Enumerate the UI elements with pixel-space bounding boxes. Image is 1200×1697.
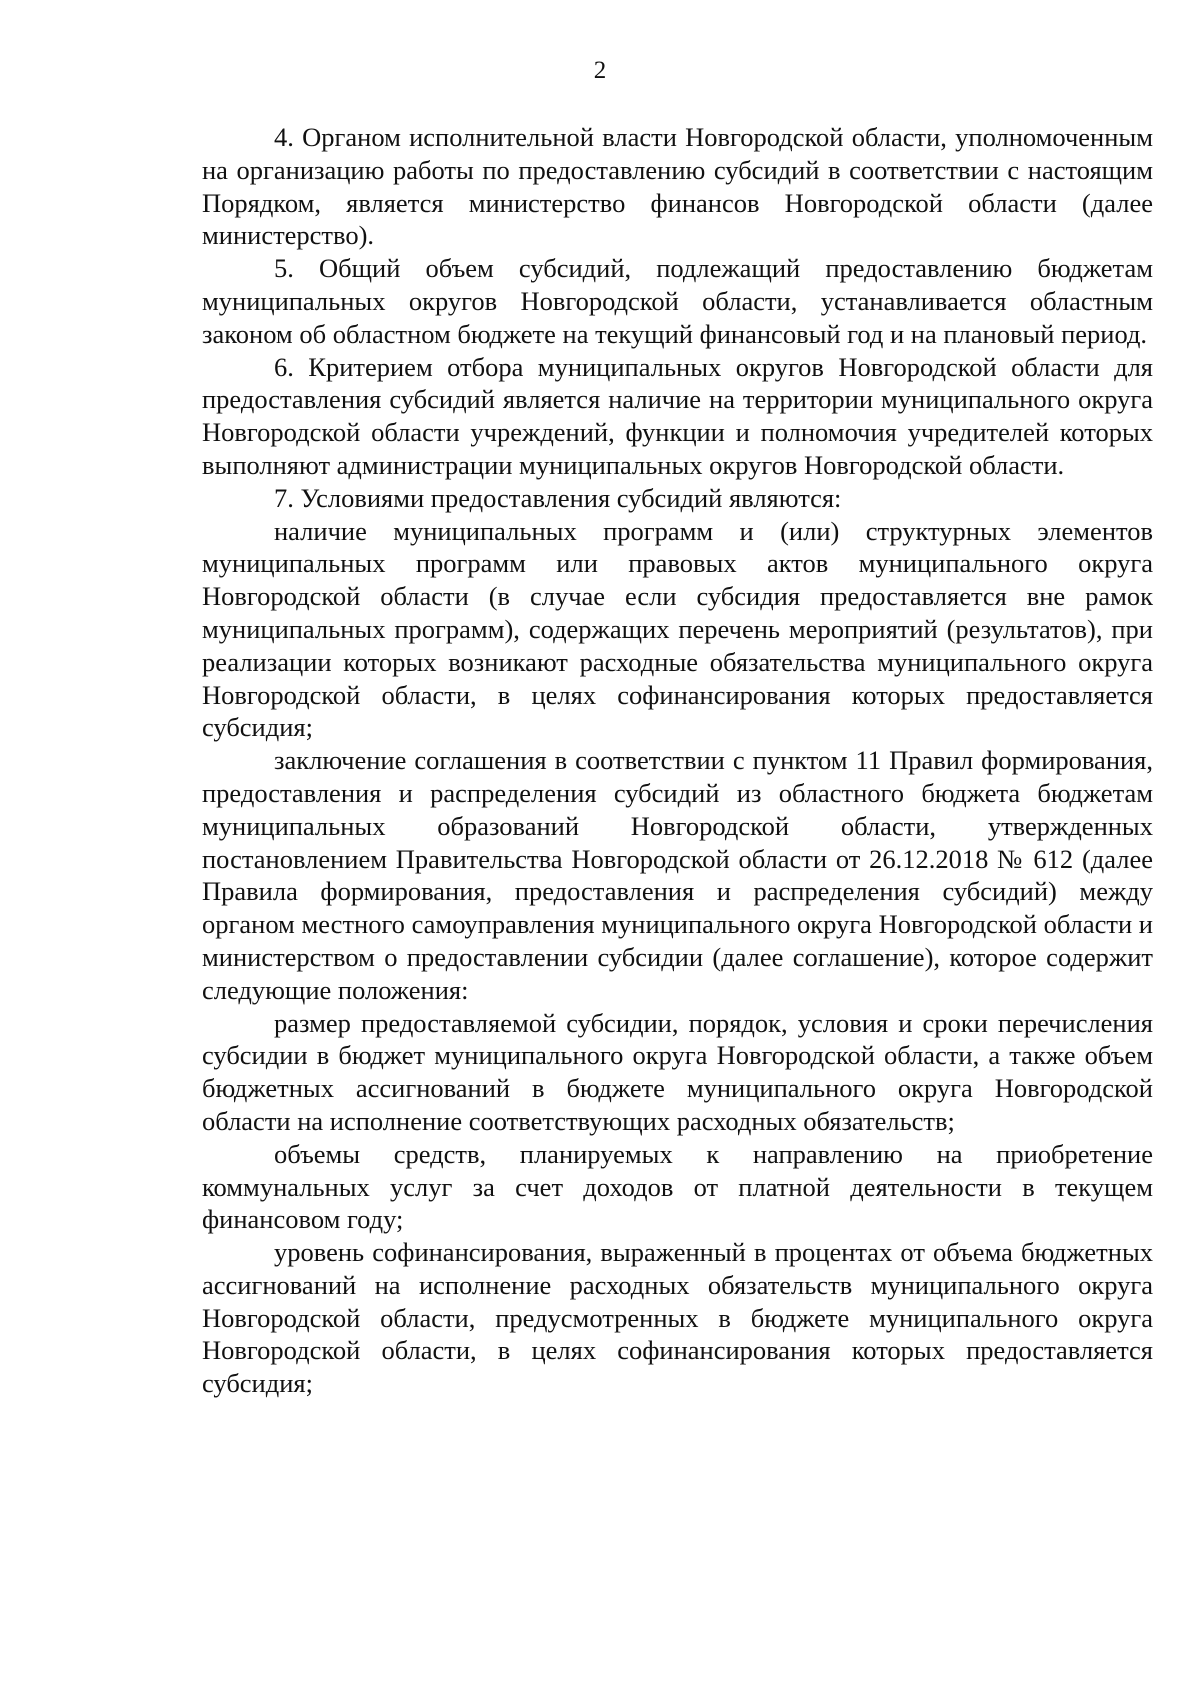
- agreement-provision-utility-costs: объемы средств, планируемых к направлению на приобретение коммунальных услуг за счет доходов от платной деятельности в текущем финансовом году;: [202, 1138, 1153, 1235]
- paragraph-item-5: 5. Общий объем субсидий, подлежащий предоставлению бюджетам муниципальных округов Новгородской области, устанавливается областным законом об областном бюджете на текущий финансовый год и на плановый период.: [202, 253, 1153, 349]
- condition-municipal-programs: наличие муниципальных программ и (или) структурных элементов муниципальных программ или правовых актов муниципального округа Новгородской области (в случае если субсидия предоставляется вне рамок муниципальных программ), содержащих перечень мероприятий (результатов), при реализации которых возникают расходные обязательства муниципального округа Новгородской области, в целях софинансирования которых предоставляется субсидия;: [202, 515, 1153, 743]
- document-body: [202, 121, 1153, 1400]
- agreement-provision-cofinancing-level: уровень софинансирования, выраженный в процентах от объема бюджетных ассигнований на исполнение расходных обязательств муниципального округа Новгородской области, предусмотренных в бюджете муниципального округа Новгородской области, в целях софинансирования которых предоставляется субсидия;: [202, 1237, 1153, 1399]
- agreement-provision-size: размер предоставляемой субсидии, порядок, условия и сроки перечисления субсидии в бюджет муниципального округа Новгородской области, а также объем бюджетных ассигнований в бюджете муниципального округа Новгородской области на исполнение соответствующих расходных обязательств;: [202, 1007, 1153, 1136]
- page-number: 2: [593, 57, 607, 84]
- paragraph-item-7: 7. Условиями предоставления субсидий являются:: [274, 482, 842, 513]
- paragraph-item-6: 6. Критерием отбора муниципальных округов Новгородской области для предоставления субсидий является наличие на территории муниципального округа Новгородской области учреждений, функции и полномочия учредителей которых выполняют администрации муниципальных округов Новгородской области.: [202, 351, 1153, 480]
- condition-agreement: заключение соглашения в соответствии с пунктом 11 Правил формирования, предоставления и распределения субсидий из областного бюджета бюджетам муниципальных образований Новгородской области, утвержденных постановлением Правительства Новгородской области от 26.12.2018 № 612 (далее Правила формирования, предоставления и распределения субсидий) между органом местного самоуправления муниципального округа Новгородской области и министерством о предоставлении субсидии (далее соглашение), которое содержит следующие положения:: [202, 745, 1153, 1005]
- paragraph-item-4: 4. Органом исполнительной власти Новгородской области, уполномоченным на организацию работы по предоставлению субсидий в соответствии с настоящим Порядком, является министерство финансов Новгородской области (далее министерство).: [202, 122, 1153, 251]
